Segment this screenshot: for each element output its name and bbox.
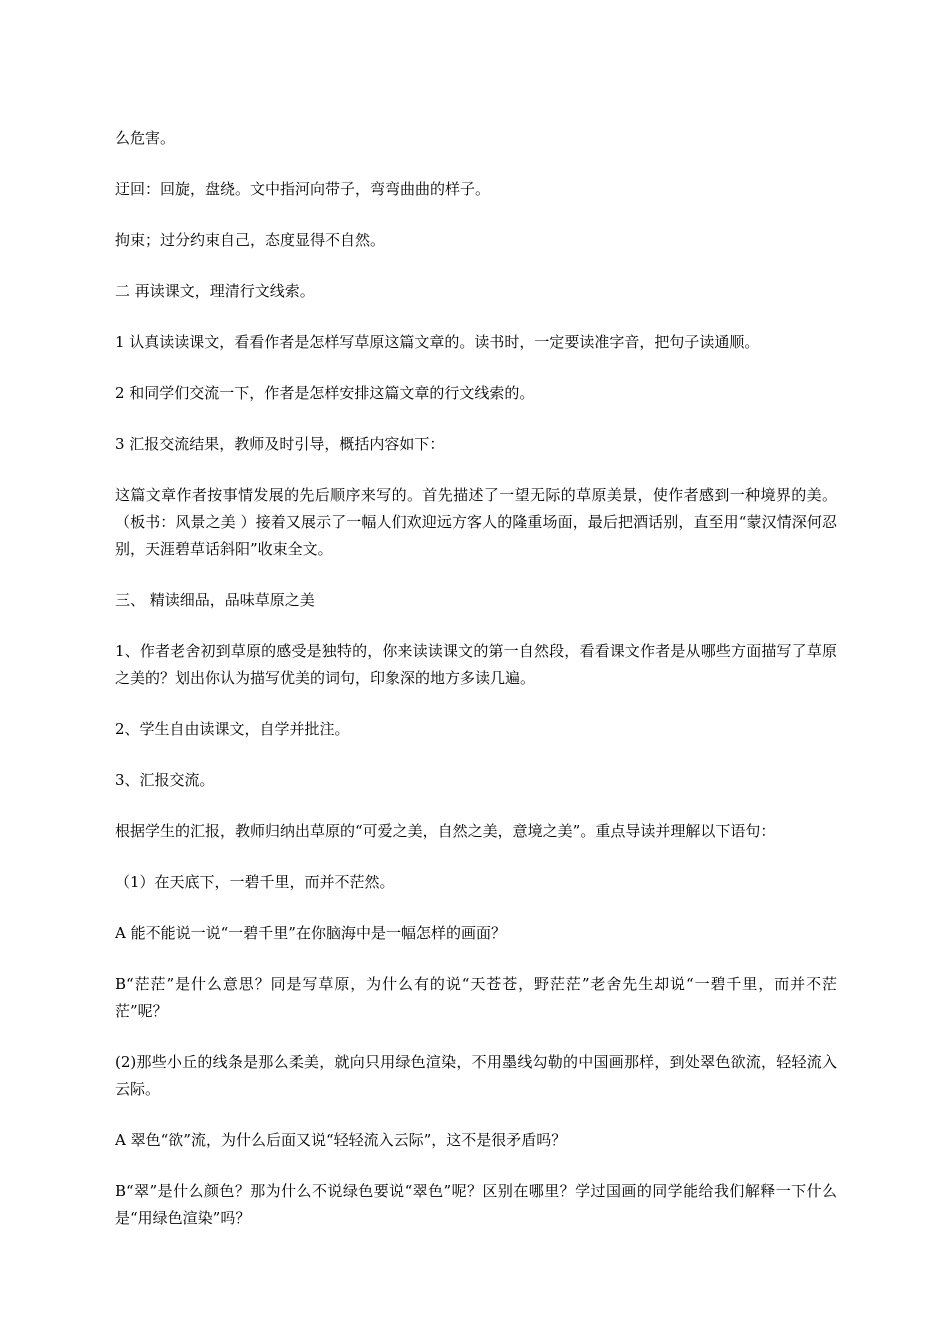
document-body [115,125,837,1256]
paragraph: 么危害。 [115,129,176,147]
paragraph: 1 认真读读课文，看看作者是怎样写草原这篇文章的。读书时，一定要读准字音，把句子读通顺。 [115,333,760,351]
paragraph: 拘束；过分约束自己，态度显得不自然。 [115,231,386,249]
paragraph: 1、作者老舍初到草原的感受是独特的，你来读读课文的第一自然段，看看课文作者是从哪些方面描写了草原之美的？划出你认为描写优美的词句，印象深的地方多读几遍。 [115,642,837,687]
paragraph: A 翠色“欲”流，为什么后面又说“轻轻流入云际”，这不是很矛盾吗？ [115,1131,567,1149]
paragraph: 3 汇报交流结果，教师及时引导，概括内容如下： [115,435,445,453]
paragraph: (2)那些小丘的线条是那么柔美，就向只用绿色渲染，不用墨线勾勒的中国画那样，到处翠色欲流，轻轻流入云际。 [115,1053,837,1098]
section-heading: 二 再读课文，理清行文线索。 [115,282,315,300]
paragraph: 根据学生的汇报，教师归纳出草原的“可爱之美，自然之美，意境之美”。重点导读并理解以下语句： [115,822,776,840]
paragraph: 迂回：回旋，盘绕。文中指河向带子，弯弯曲曲的样子。 [115,180,491,198]
paragraph: （1）在天底下，一碧千里，而并不茫然。 [115,873,395,891]
paragraph: 3、汇报交流。 [115,771,215,789]
paragraph: 2 和同学们交流一下，作者是怎样安排这篇文章的行文线索的。 [115,384,535,402]
section-heading: 三、 精读细品，品味草原之美 [115,591,315,609]
paragraph: 这篇文章作者按事情发展的先后顺序来写的。首先描述了一望无际的草原美景，使作者感到一种境界的美。（板书：风景之美 ）接着又展示了一幅人们欢迎远方客人的隆重场面，最后把酒话别，直至用“蒙汉情深何忍别，天涯碧草话斜阳”收束全文。 [115,486,837,558]
paragraph: B“翠”是什么颜色？那为什么不说绿色要说“翠色”呢？区别在哪里？学过国画的同学能给我们解释一下什么是“用绿色渲染”吗？ [115,1182,837,1227]
paragraph: 2、学生自由读课文，自学并批注。 [115,720,350,738]
paragraph: B“茫茫”是什么意思？同是写草原，为什么有的说“天苍苍，野茫茫”老舍先生却说“一碧千里，而并不茫茫”呢？ [115,975,837,1020]
paragraph: A 能不能说一说“一碧千里”在你脑海中是一幅怎样的画面？ [115,924,506,942]
